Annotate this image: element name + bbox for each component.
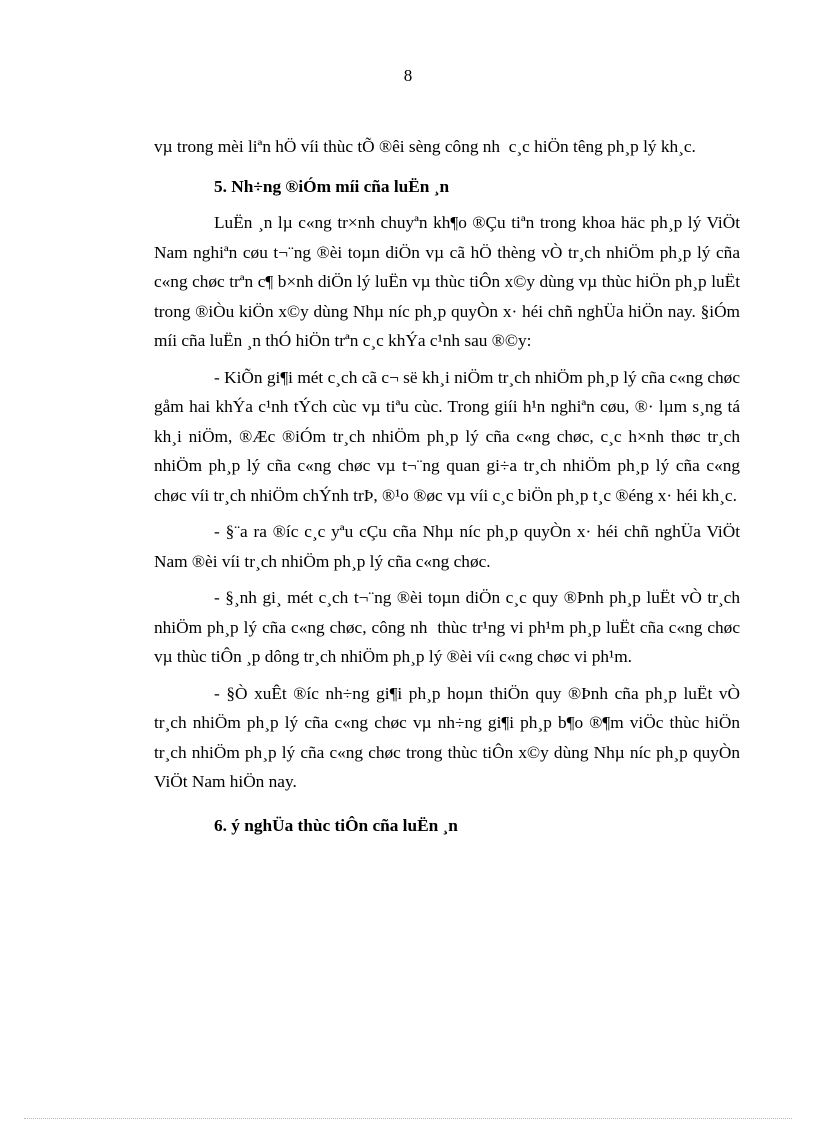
page-number: 8 bbox=[403, 66, 413, 85]
paragraph-point-assessment: - §¸nh gi¸ mét c¸ch t¬¨ng ®èi toµn diÖn c¸c quy ®Þnh ph¸p luËt vÒ tr¸ch nhiÖm ph¸p lý cña c«ng chøc, công nh thùc tr¹ng vi ph¹m ph¸p luËt cña c«ng chøc vµ thùc tiÔn ¸p dông tr¸ch nhiÖm ph¸p lý ®èi víi c«ng chøc vi ph¹m. bbox=[154, 588, 740, 666]
paragraph-point-concept: - KiÕn gi¶i mét c¸ch cã c¬ së kh¸i niÖm tr¸ch nhiÖm ph¸p lý cña c«ng chøc gåm hai khÝa c¹nh tÝch cùc vµ tiªu cùc. Trong giíi h¹n nghiªn cøu, ®· lµm s¸ng tá kh¸i niÖm, ®Æc ®iÓm tr¸ch nhiÖm ph¸p lý cña c«ng chøc, c¸c h×nh thøc tr¸ch nhiÖm ph¸p lý cña c«ng chøc vµ t¬¨ng quan gi÷a tr¸ch nhiÖm ph¸p lý cña c«ng chøc víi tr¸ch nhiÖm chÝnh trÞ, ®¹o ®øc vµ víi c¸c biÖn ph¸p t¸c ®éng x· héi kh¸c. bbox=[154, 367, 740, 505]
document-body bbox=[154, 132, 740, 840]
section-heading-practical-significance: 6. ý nghÜa thùc tiÔn cña luËn ¸n bbox=[214, 815, 458, 835]
paragraph-point-solutions: - §Ò xuÊt ®íc nh÷ng gi¶i ph¸p hoµn thiÖn quy ®Þnh cña ph¸p luËt vÒ tr¸ch nhiÖm ph¸p lý cña c«ng chøc vµ nh÷ng gi¶i ph¸p b¶o ®¶m viÖc thùc hiÖn tr¸ch nhiÖm ph¸p lý cña c«ng chøc trong thùc tiÔn x©y dùng Nhµ níc ph¸p quyÒn ViÖt Nam hiÖn nay. bbox=[154, 683, 740, 791]
paragraph-point-requirements: - §¨a ra ®íc c¸c yªu cÇu cña Nhµ níc ph¸p quyÒn x· héi chñ nghÜa ViÖt Nam ®èi víi tr¸ch nhiÖm ph¸p lý cña c«ng chøc. bbox=[154, 522, 740, 571]
paragraph-continuation: vµ trong mèi liªn hÖ víi thùc tÕ ®êi sèng công nh c¸c hiÖn têng ph¸p lý kh¸c. bbox=[154, 137, 696, 156]
page-bottom-border bbox=[24, 1118, 792, 1119]
section-heading-new-points: 5. Nh÷ng ®iÓm míi cña luËn ¸n bbox=[214, 176, 450, 196]
paragraph-thesis-overview: LuËn ¸n lµ c«ng tr×nh chuyªn kh¶o ®Çu tiªn trong khoa häc ph¸p lý ViÖt Nam nghiªn cøu t¬¨ng ®èi toµn diÖn vµ cã hÖ thèng vÒ tr¸ch nhiÖm ph¸p lý cña c«ng chøc trªn c¶ b×nh diÖn lý luËn vµ thùc tiÔn x©y dùng vµ thùc hiÖn ph¸p luËt trong ®iÒu kiÖn x©y dùng Nhµ níc ph¸p quyÒn x· héi chñ nghÜa hiÖn nay. §iÓm míi cña luËn ¸n thÓ hiÖn trªn c¸c khÝa c¹nh sau ®©y: bbox=[154, 213, 740, 350]
